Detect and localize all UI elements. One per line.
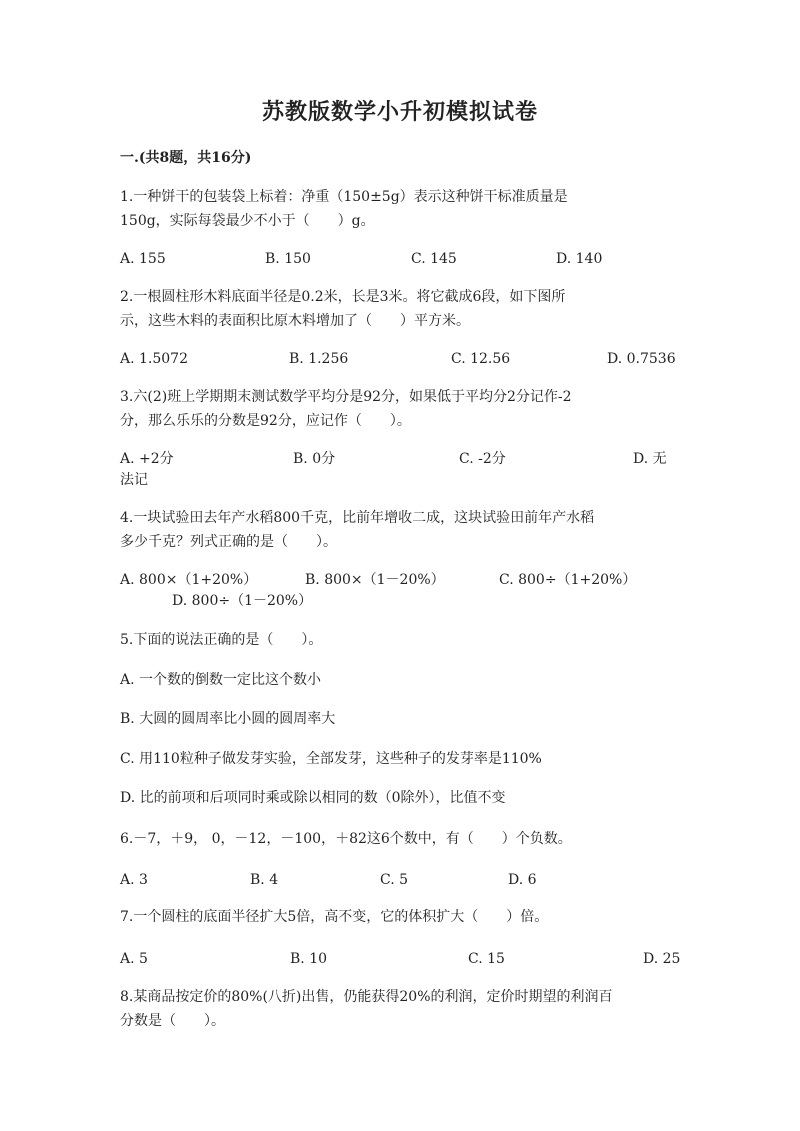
question-2-line1: 2.一根圆柱形木料底面半径是0.2米，长是3米。将它截成6段，如下图所 — [120, 289, 566, 305]
question-6-option-d: D. 6 — [508, 872, 537, 888]
question-6-option-a: A. 3 — [120, 872, 148, 888]
question-3-option-d-wrap: 法记 — [120, 472, 148, 488]
question-4-option-d: D. 800÷（1－20%） — [172, 593, 313, 609]
question-7-option-c: C. 15 — [468, 951, 505, 967]
question-1-option-a: A. 155 — [120, 251, 166, 267]
question-1 — [120, 185, 680, 233]
question-6-option-b: B. 4 — [250, 872, 279, 888]
question-6-option-c: C. 5 — [380, 872, 409, 888]
question-7-option-b: B. 10 — [290, 951, 328, 967]
question-7-option-a: A. 5 — [120, 951, 148, 967]
question-3-option-a: A. +2分 — [120, 451, 174, 467]
question-1-option-b: B. 150 — [265, 251, 311, 267]
question-3-option-c: C. -2分 — [459, 451, 506, 467]
question-1-option-d: D. 140 — [556, 251, 603, 267]
question-6-line1: 6.－7，＋9， 0，－12，－100，＋82这6个数中，有（ ）个负数。 — [120, 831, 572, 847]
question-5 — [120, 628, 680, 652]
question-5-option-c: C. 用110粒种子做发芽实验，全部发芽，这些种子的发芽率是110% — [120, 751, 542, 767]
question-2 — [120, 285, 680, 333]
question-2-option-c: C. 12.56 — [451, 351, 511, 367]
question-4-line1: 4.一块试验田去年产水稻800千克，比前年增收二成，这块试验田前年产水稻 — [120, 510, 595, 526]
question-8-line2: 分数是（ ）。 — [120, 1013, 225, 1029]
question-1-option-c: C. 145 — [411, 251, 457, 267]
question-1-line1: 1.一种饼干的包装袋上标着：净重（150±5g）表示这种饼干标准质量是 — [120, 189, 568, 205]
question-3-line2: 分，那么乐乐的分数是92分，应记作（ ）。 — [120, 413, 411, 429]
question-3-line1: 3.六(2)班上学期期末测试数学平均分是92分，如果低于平均分2分记作-2 — [120, 389, 572, 405]
question-4-option-a: A. 800×（1+20%） — [120, 572, 258, 588]
question-4-option-c: C. 800÷（1+20%） — [499, 572, 637, 588]
question-3 — [120, 385, 680, 433]
question-5-line1: 5.下面的说法正确的是（ ）。 — [120, 632, 323, 648]
question-4 — [120, 506, 680, 554]
question-5-option-b: B. 大圆的圆周率比小圆的圆周率大 — [120, 711, 336, 727]
question-2-line2: 示，这些木料的表面积比原木料增加了（ ）平方米。 — [120, 313, 470, 329]
question-4-line2: 多少千克？列式正确的是（ ）。 — [120, 534, 337, 550]
question-2-option-b: B. 1.256 — [289, 351, 349, 367]
question-8-line1: 8.某商品按定价的80%(八折)出售，仍能获得20%的利润，定价时期望的利润百 — [120, 989, 613, 1005]
question-2-option-a: A. 1.5072 — [120, 351, 188, 367]
question-5-option-a: A. 一个数的倒数一定比这个数小 — [120, 672, 322, 688]
question-5-option-d: D. 比的前项和后项同时乘或除以相同的数（0除外），比值不变 — [120, 790, 506, 806]
question-7 — [120, 905, 680, 929]
question-1-line2: 150g，实际每袋最少不小于（ ）g。 — [120, 213, 375, 229]
section-heading: 一.(共8题，共16分) — [120, 150, 252, 166]
question-3-option-d: D. 无 — [633, 451, 667, 467]
question-7-line1: 7.一个圆柱的底面半径扩大5倍，高不变，它的体积扩大（ ）倍。 — [120, 909, 549, 925]
question-6 — [120, 827, 680, 851]
question-4-option-b: B. 800×（1－20%） — [305, 572, 445, 588]
question-8 — [120, 985, 680, 1033]
page-title: 苏教版数学小升初模拟试卷 — [261, 99, 538, 125]
question-2-option-d: D. 0.7536 — [607, 351, 676, 367]
question-7-option-d: D. 25 — [643, 951, 681, 967]
question-3-option-b: B. 0分 — [293, 451, 336, 467]
